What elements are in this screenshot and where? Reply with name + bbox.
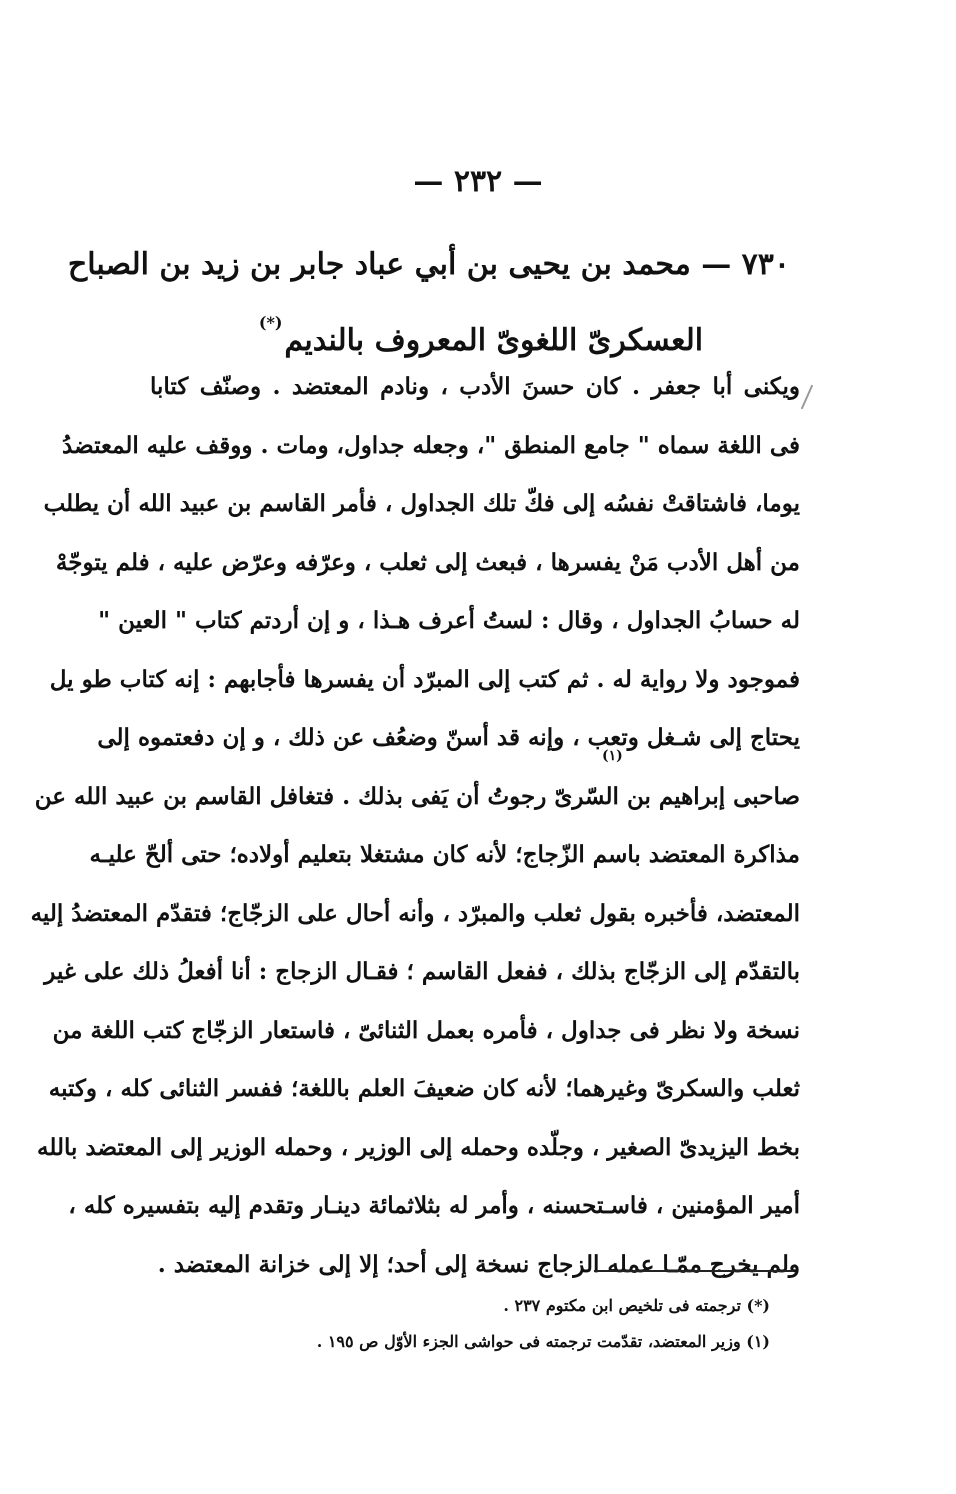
body-line: بخط اليزيدىّ الصغير ، وجلّده وحمله إلى الوزير ، وحمله الوزير إلى المعتضد بالله xyxy=(37,1133,800,1161)
body-line: من أهل الأدب مَنْ يفسرها ، فبعث إلى ثعلب ، وعرّفه وعرّض عليه ، فلم يتوجّهْ xyxy=(55,548,800,576)
body-line: ثعلب والسكرىّ وغيرهما؛ لأنه كان ضعيفَ العلم باللغة؛ ففسر الثنائى كله ، وكتبه xyxy=(48,1075,800,1102)
body-line: نسخة ولا نظر فى جداول ، فأمره بعمل الثنائىّ ، فاستعار الزجّاج كتب اللغة من xyxy=(52,1016,800,1044)
body-line: أمير المؤمنين ، فاسـتحسنه ، وأمر له بثلاثمائة دينـار وتقدم إليه بتفسيره كله ، xyxy=(68,1192,800,1219)
body-line: ويكنى أبا جعفر . كان حسنَ الأدب ، ونادم المعتضد . وصنّف كتابا xyxy=(150,373,800,400)
margin-pencil-mark xyxy=(801,385,813,410)
body-line: المعتضد، فأخبره بقول ثعلب والمبرّد ، وأنه أحال على الزجّاج؛ فتقدّم المعتضدُ إليه xyxy=(30,899,800,927)
body-text xyxy=(30,358,800,1294)
body-line: فموجود ولا رواية له . ثم كتب إلى المبرّد أن يفسرها فأجابهم : إنه كتاب طو يل xyxy=(49,665,800,693)
entry-title-footnote-mark: (*) xyxy=(258,313,283,332)
body-line: مذاكرة المعتضد باسم الزّجاج؛ لأنه كان مشتغلا بتعليم أولاده؛ حتى ألحّ عليـه xyxy=(89,841,800,868)
body-line: له حسابُ الجداول ، وقال : لستُ أعرف هـذا ، و إن أردتم كتاب " العين " xyxy=(98,607,800,634)
footnote-divider xyxy=(594,1270,794,1272)
body-line: يحتاج إلى شـغل وتعب ، وإنه قد أسنّ وضعُف عن ذلك ، و إن دفعتموه إلى xyxy=(97,724,800,751)
body-line: فى اللغة سماه " جامع المنطق "، وجعله جداول، ومات . ووقف عليه المعتضدُ xyxy=(62,431,800,459)
entry-title xyxy=(67,236,790,370)
entry-title-line-2: العسكرىّ اللغوىّ المعروف بالنديم xyxy=(284,323,704,358)
page-number: — ٢٣٢ — xyxy=(413,164,543,199)
body-line: بالتقدّم إلى الزجّاج بذلك ، ففعل القاسم ؛ فقـال الزجاج : أنا أفعلُ ذلك على غير xyxy=(44,958,800,985)
entry-title-line-1: ٧٣٠ — محمد بن يحيى بن أبي عباد جابر بن زيد بن الصباح xyxy=(67,247,790,282)
footnote-item: (*) ترجمته فى تلخيص ابن مكتوم ٢٣٧ . xyxy=(503,1296,770,1315)
footnote-item: (١) وزير المعتضد، تقدّمت ترجمته فى حواشى الجزء الأوّل ص ١٩٥ . xyxy=(316,1332,770,1351)
body-line: يوما، فاشتاقتْ نفسُه إلى فكّ تلك الجداول ، فأمر القاسم بن عبيد الله أن يطلب xyxy=(43,490,800,517)
body-line: ولم يخرج ممّـا عمله الزجاج نسخة إلى أحد؛ إلا إلى خزانة المعتضد . xyxy=(157,1250,800,1278)
body-line: صاحبى إبراهيم بن السّرىّ رجوتُ أن يَفى بذلك . فتغافل القاسم بن عبيد الله عن xyxy=(34,782,800,810)
footnotes xyxy=(300,1288,770,1360)
footnote-reference-marker: (١) xyxy=(602,748,623,764)
